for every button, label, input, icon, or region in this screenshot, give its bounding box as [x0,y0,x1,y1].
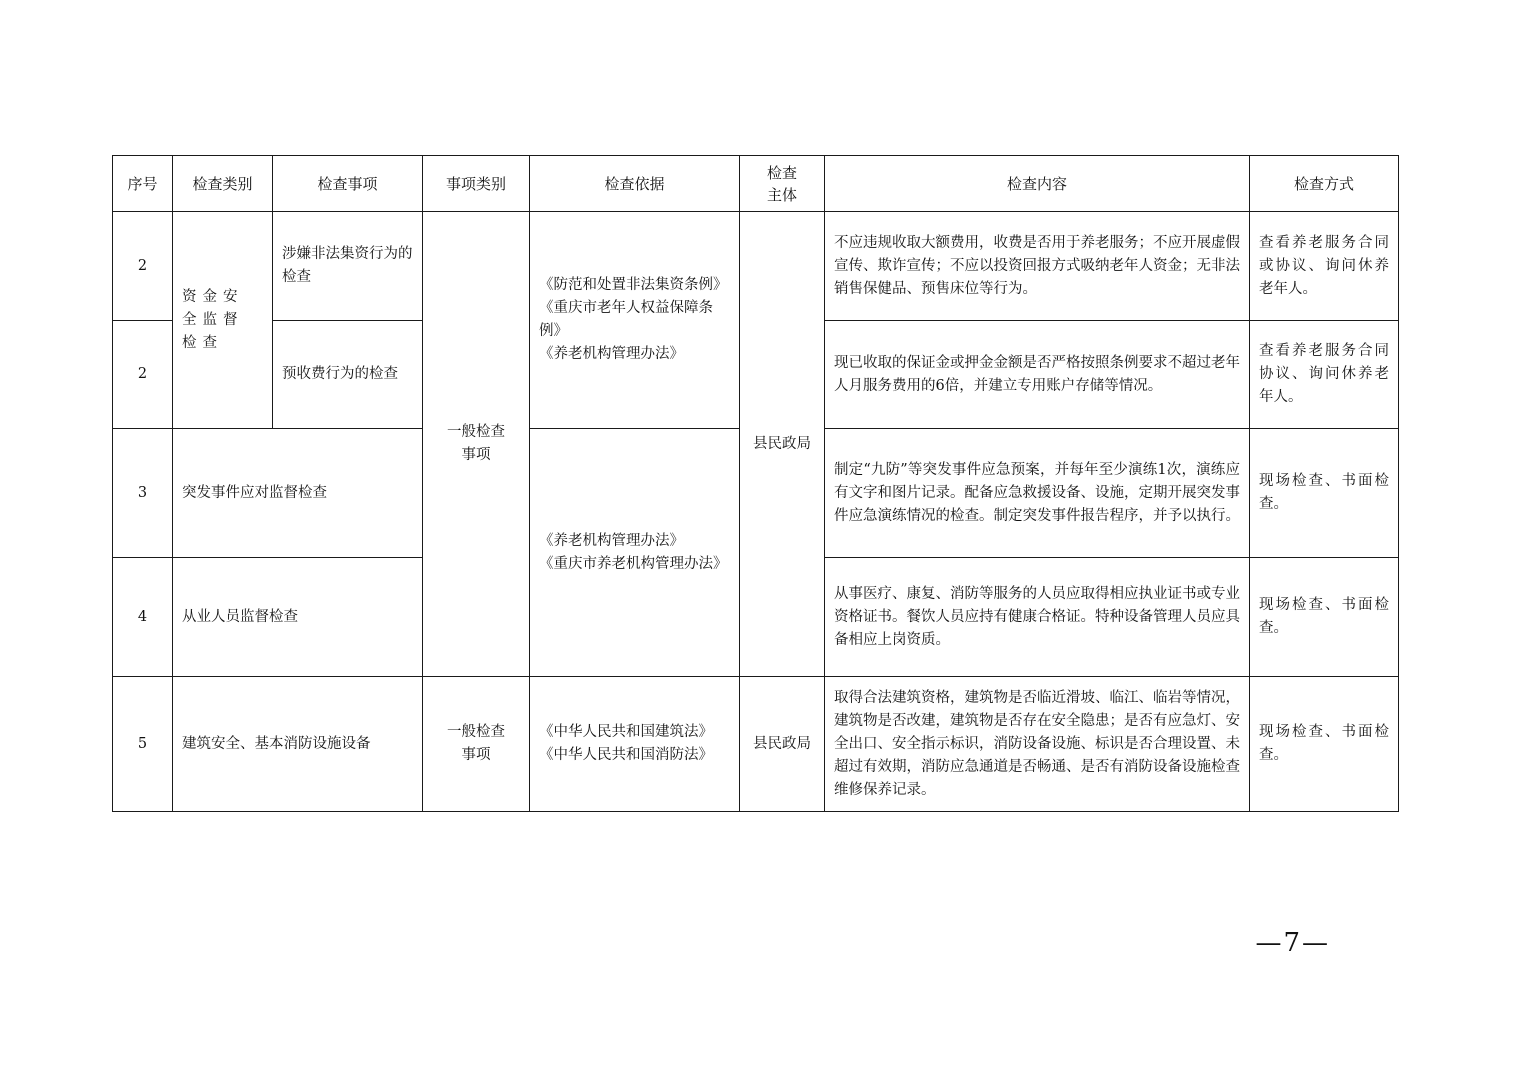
row-method: 查看养老服务合同协议、询问休养老年人。 [1250,321,1399,429]
row-basis: 《防范和处置非法集资条例》 《重庆市老年人权益保障条例》 《养老机构管理办法》 [530,212,740,429]
page-number: —7— [1255,928,1330,958]
row-method: 现场检查、书面检查。 [1250,429,1399,558]
header-method: 检查方式 [1250,156,1399,212]
table-row [113,212,1399,321]
inspection-table [112,155,1399,812]
row-no: 5 [113,677,173,812]
row-method: 现场检查、书面检查。 [1250,677,1399,812]
row-no: 2 [113,212,173,321]
header-basis: 检查依据 [530,156,740,212]
row-content: 不应违规收取大额费用，收费是否用于养老服务；不应开展虚假宣传、欺诈宣传；不应以投资回报方式吸纳老年人资金；无非法销售保健品、预售床位等行为。 [825,212,1250,321]
row-method: 现场检查、书面检查。 [1250,558,1399,677]
row-category: 突发事件应对监督检查 [173,429,423,558]
row-item: 涉嫌非法集资行为的检查 [273,212,423,321]
header-category: 检查类别 [173,156,273,212]
row-content: 现已收取的保证金或押金金额是否严格按照条例要求不超过老年人月服务费用的6倍，并建立专用账户存储等情况。 [825,321,1250,429]
row-subject: 县民政局 [740,677,825,812]
row-no: 2 [113,321,173,429]
row-item-type: 一般检查事项 [423,212,530,677]
table-row [113,677,1399,812]
row-basis: 《中华人民共和国建筑法》 《中华人民共和国消防法》 [530,677,740,812]
row-basis: 《养老机构管理办法》 《重庆市养老机构管理办法》 [530,429,740,677]
header-item: 检查事项 [273,156,423,212]
header-item-type: 事项类别 [423,156,530,212]
row-content: 从事医疗、康复、消防等服务的人员应取得相应执业证书或专业资格证书。餐饮人员应持有健康合格证。特种设备管理人员应具备相应上岗资质。 [825,558,1250,677]
row-category: 从业人员监督检查 [173,558,423,677]
row-content: 取得合法建筑资格，建筑物是否临近滑坡、临江、临岩等情况，建筑物是否改建，建筑物是否存在安全隐患；是否有应急灯、安全出口、安全指示标识，消防设备设施、标识是否合理设置、未超过有效期，消防应急通道是否畅通、是否有消防设备设施检查维修保养记录。 [825,677,1250,812]
row-subject: 县民政局 [740,212,825,677]
row-item-type: 一般检查事项 [423,677,530,812]
row-item: 预收费行为的检查 [273,321,423,429]
row-category: 建筑安全、基本消防设施设备 [173,677,423,812]
row-no: 3 [113,429,173,558]
row-category: 资金安全监督检查 [173,212,273,429]
table-header-row [113,156,1399,212]
header-content: 检查内容 [825,156,1250,212]
row-no: 4 [113,558,173,677]
header-subject: 检查 主体 [740,156,825,212]
row-method: 查看养老服务合同或协议、询问休养老年人。 [1250,212,1399,321]
header-no: 序号 [113,156,173,212]
row-content: 制定“九防”等突发事件应急预案，并每年至少演练1次，演练应有文字和图片记录。配备应急救援设备、设施，定期开展突发事件应急演练情况的检查。制定突发事件报告程序，并予以执行。 [825,429,1250,558]
